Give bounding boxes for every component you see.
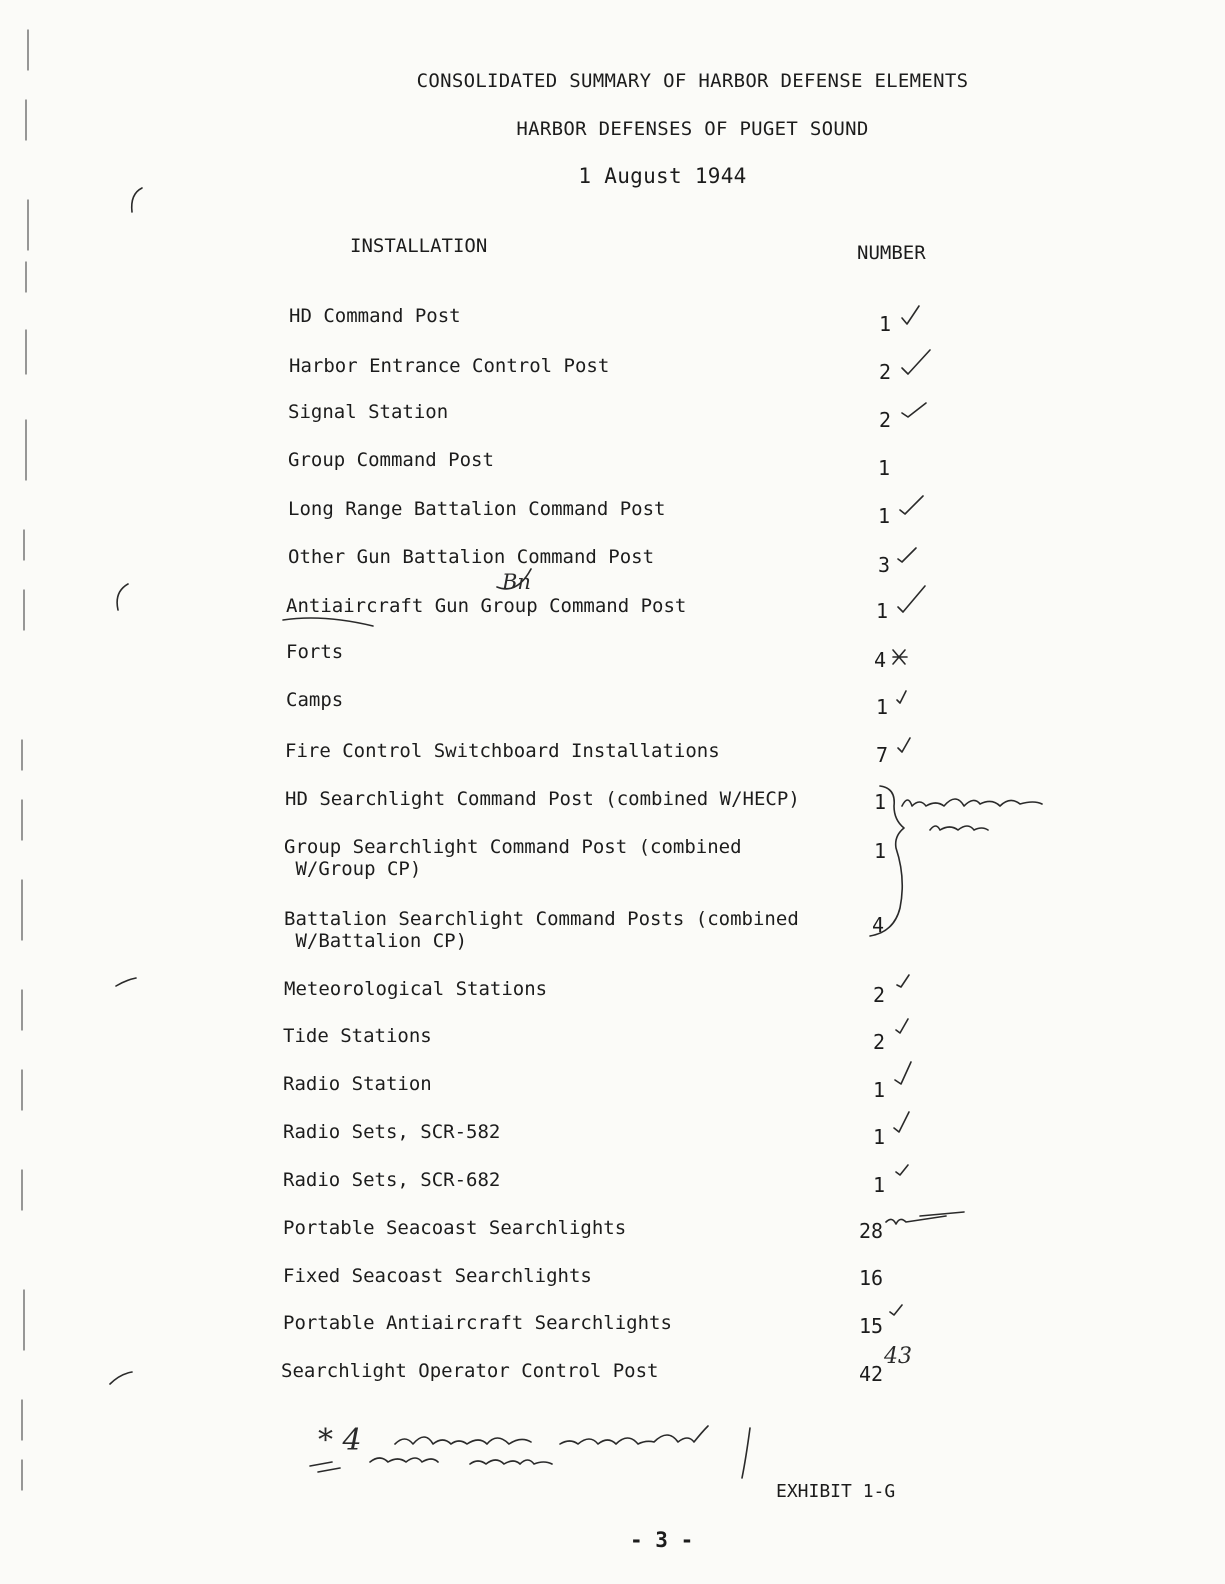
row-label-hd-command-post: HD Command Post: [289, 305, 461, 327]
exhibit-label: EXHIBIT 1-G: [776, 1481, 896, 1502]
row-number-signal-station: 2: [879, 408, 892, 432]
row-label-group-searchlight-command-post: Group Searchlight Command Post (combined W/Group CP): [284, 836, 742, 880]
number-column-header: NUMBER: [857, 242, 926, 264]
margin-mark: [116, 978, 136, 986]
corrected-count-text: 43: [884, 1344, 912, 1369]
strike-mark-icon: [886, 1212, 964, 1224]
margin-mark: [110, 1372, 132, 1384]
row-label-antiaircraft-gun-group-command-post: Antiaircraft Gun Group Command Post: [286, 595, 687, 617]
row-number-tide-stations: 2: [873, 1030, 886, 1054]
row-number-meteorological-stations: 2: [873, 983, 886, 1007]
checkmark-icon: [897, 975, 909, 987]
document-title: CONSOLIDATED SUMMARY OF HARBOR DEFENSE ELEMENTS: [416, 70, 969, 92]
row-number-radio-sets-scr-682: 1: [873, 1173, 886, 1197]
binding-edge-mark: [22, 30, 28, 1490]
checkmark-icon: [896, 1165, 908, 1175]
row-number-portable-seacoast-searchlights: 28: [859, 1219, 884, 1243]
margin-note-scribble: [902, 799, 1042, 830]
checkmark-icon: [898, 738, 910, 752]
checkmark-icon: [902, 403, 926, 417]
checkmark-icon: [902, 350, 930, 374]
row-label-tide-stations: Tide Stations: [283, 1025, 432, 1047]
row-label-radio-sets-scr-682: Radio Sets, SCR-682: [283, 1169, 501, 1191]
row-number-radio-sets-scr-582: 1: [873, 1125, 886, 1149]
row-number-other-gun-battalion-command-post: 3: [878, 553, 891, 577]
row-number-radio-station: 1: [873, 1078, 886, 1102]
row-number-long-range-battalion-command-post: 1: [878, 504, 891, 528]
row-label-fire-control-switchboard: Fire Control Switchboard Installations: [285, 740, 720, 762]
margin-mark: [132, 188, 142, 212]
footnote-scribble: [395, 1426, 708, 1444]
row-label-forts: Forts: [286, 641, 344, 663]
row-label-fixed-seacoast-searchlights: Fixed Seacoast Searchlights: [283, 1265, 592, 1287]
row-label-portable-antiaircraft-searchlights: Portable Antiaircraft Searchlights: [283, 1312, 672, 1334]
row-number-portable-antiaircraft-searchlights: 15: [859, 1314, 884, 1338]
row-label-harbor-entrance-control-post: Harbor Entrance Control Post: [289, 355, 610, 377]
row-label-searchlight-operator-control-post: Searchlight Operator Control Post: [281, 1360, 659, 1382]
row-label-portable-seacoast-searchlights: Portable Seacoast Searchlights: [283, 1217, 627, 1239]
checkmark-icon: [898, 548, 916, 562]
row-number-group-searchlight-command-post: 1: [874, 839, 887, 863]
checkmark-icon: [902, 306, 919, 324]
row-number-fixed-seacoast-searchlights: 16: [859, 1266, 884, 1290]
row-number-harbor-entrance-control-post: 2: [879, 360, 892, 384]
row-number-searchlight-operator-control-post: 42: [859, 1362, 884, 1386]
installation-column-header: INSTALLATION: [350, 235, 488, 257]
row-number-hd-searchlight-command-post: 1: [874, 790, 887, 814]
row-number-antiaircraft-gun-group-command-post: 1: [876, 599, 889, 623]
margin-mark: [117, 584, 128, 610]
row-label-meteorological-stations: Meteorological Stations: [284, 978, 548, 1000]
row-label-hd-searchlight-command-post: HD Searchlight Command Post (combined W/HECP): [285, 788, 800, 810]
document-date: 1 August 1944: [578, 164, 747, 188]
row-label-camps: Camps: [286, 689, 344, 711]
row-number-hd-command-post: 1: [879, 312, 892, 336]
row-number-battalion-searchlight-command-posts: 4: [872, 913, 885, 937]
underline-mark: [283, 618, 373, 626]
page-number: - 3 -: [630, 1528, 694, 1552]
row-label-battalion-searchlight-command-posts: Battalion Searchlight Command Posts (combined W/Battalion CP): [284, 908, 799, 952]
row-number-fire-control-switchboard: 7: [876, 743, 889, 767]
bn-insert-text: Bn: [502, 570, 531, 594]
row-label-other-gun-battalion-command-post: Other Gun Battalion Command Post: [288, 546, 655, 568]
row-label-radio-sets-scr-582: Radio Sets, SCR-582: [283, 1121, 501, 1143]
document-subtitle: HARBOR DEFENSES OF PUGET SOUND: [516, 118, 869, 140]
checkmark-icon: [895, 1062, 911, 1084]
row-label-long-range-battalion-command-post: Long Range Battalion Command Post: [288, 498, 666, 520]
checkmark-icon: [896, 1019, 908, 1033]
row-number-group-command-post: 1: [878, 456, 891, 480]
asterisk-icon: [893, 650, 907, 664]
row-label-signal-station: Signal Station: [288, 401, 449, 423]
row-label-group-command-post: Group Command Post: [288, 449, 494, 471]
checkmark-icon: [894, 1112, 909, 1132]
checkmark-icon: [900, 496, 923, 514]
footnote-scribble: [742, 1428, 750, 1478]
checkmark-icon: [898, 586, 925, 612]
checkmark-icon: [897, 691, 906, 703]
checkmark-icon: [890, 1305, 902, 1315]
footnote-scribble: [310, 1458, 552, 1472]
row-number-forts: 4: [874, 648, 887, 672]
footnote-text: * 4: [318, 1423, 362, 1458]
row-label-radio-station: Radio Station: [283, 1073, 432, 1095]
row-number-camps: 1: [876, 695, 889, 719]
insert-caret-mark: [497, 569, 531, 589]
